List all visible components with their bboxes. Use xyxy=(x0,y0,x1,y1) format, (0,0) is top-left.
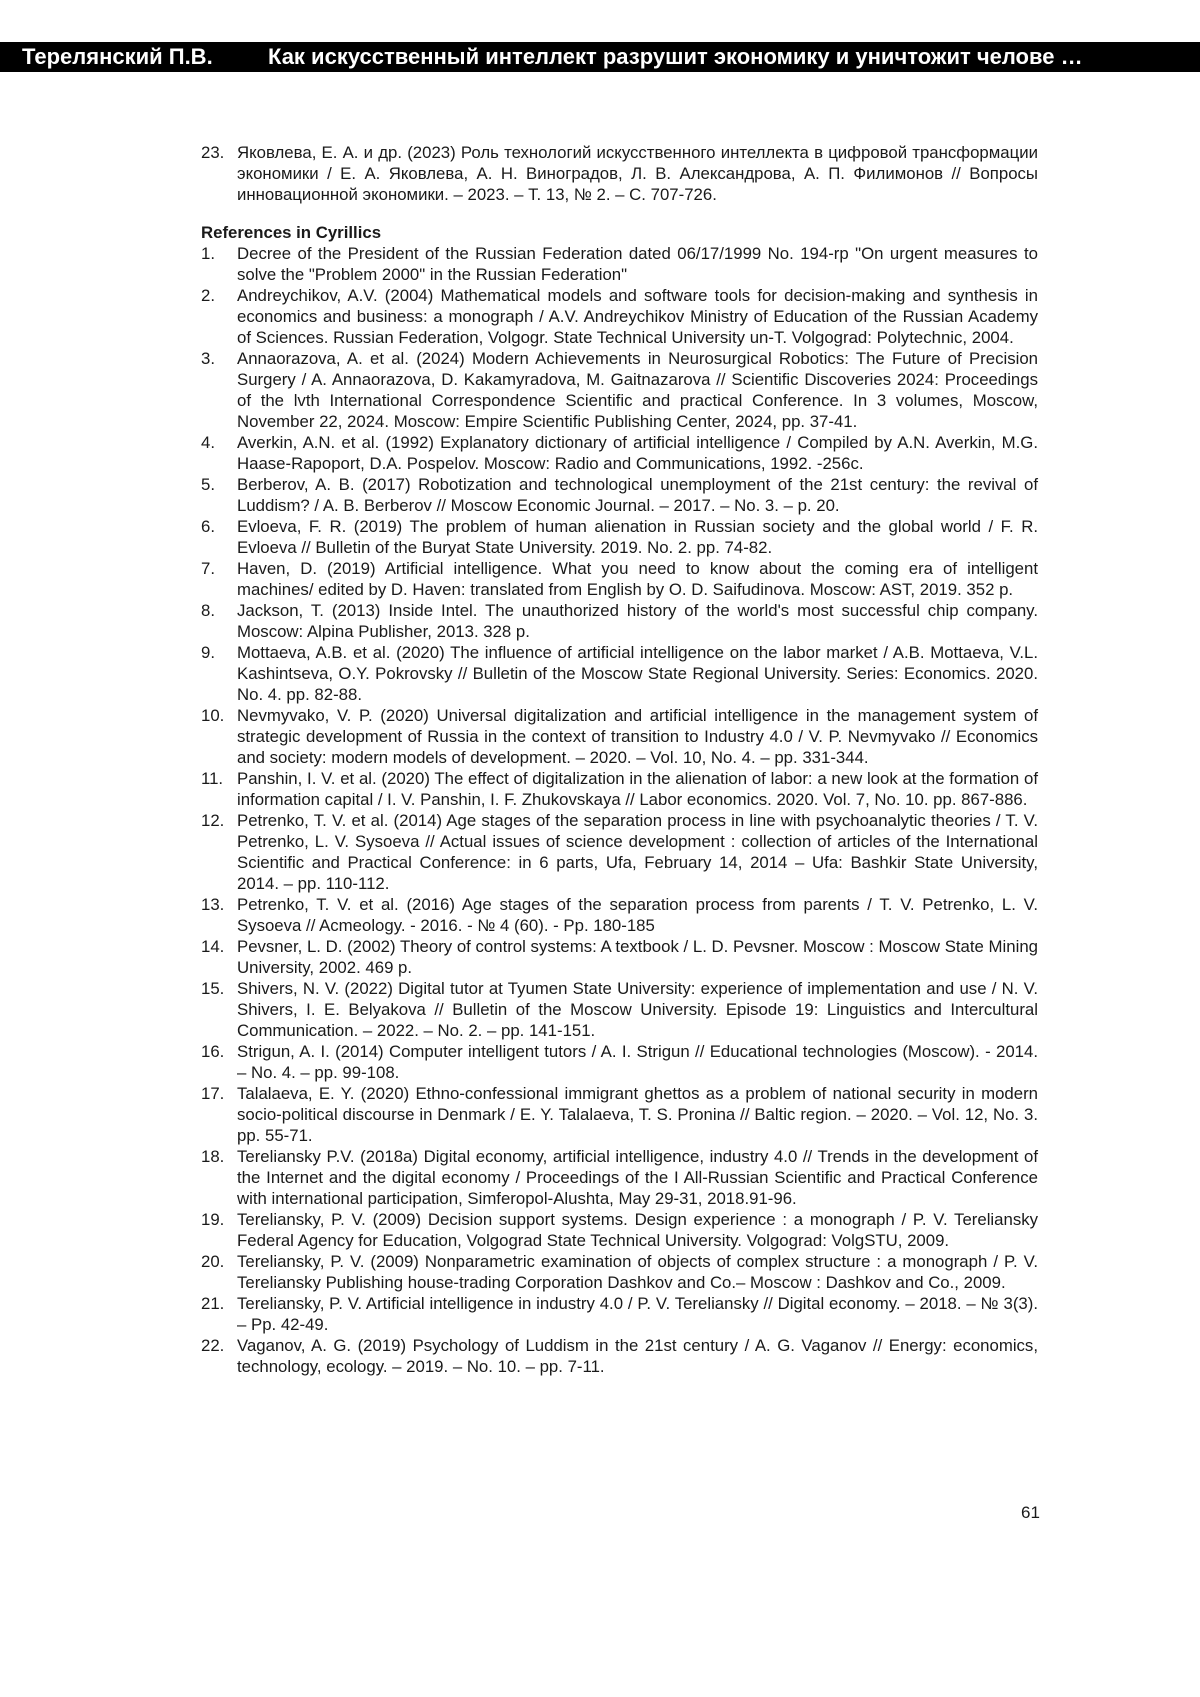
reference-text: Panshin, I. V. et al. (2020) The effect of digitalization in the alienation of labor: a new look at the formation of information capital / I. V. Panshin, I. F. Zhukovskaya // Labor economics. 2020. Vol. 7, No. 10. pp. 867-886. xyxy=(237,769,1038,809)
page-number: 61 xyxy=(1021,1503,1040,1522)
reference-number: 5. xyxy=(201,475,215,494)
references-content xyxy=(201,142,1038,1377)
reference-item xyxy=(201,142,1038,205)
reference-text: Nevmyvako, V. P. (2020) Universal digitalization and artificial intelligence in the management system of strategic development of Russia in the context of transition to Industry 4.0 / V. P. Nevmyvako // Economics and society: modern models of development. – 2020. – Vol. 10, No. 4. – pp. 331-344. xyxy=(237,706,1038,767)
reference-text: Tereliansky, P. V. Artificial intelligence in industry 4.0 / P. V. Tereliansky // Digital economy. – 2018. – № 3(3). – Pp. 42-49. xyxy=(237,1294,1038,1334)
reference-number: 4. xyxy=(201,433,215,452)
reference-text: Evloeva, F. R. (2019) The problem of human alienation in Russian society and the global world / F. R. Evloeva // Bulletin of the Buryat State University. 2019. No. 2. pp. 74-82. xyxy=(237,517,1038,557)
reference-item xyxy=(201,1041,1038,1083)
reference-item xyxy=(201,936,1038,978)
reference-number: 19. xyxy=(201,1210,225,1229)
reference-item xyxy=(201,516,1038,558)
reference-text: Annaorazova, A. et al. (2024) Modern Achievements in Neurosurgical Robotics: The Future of Precision Surgery / A. Annaorazova, D. Kakamyradova, M. Gaitnazarova // Scientific Discoveries 2024: Proceedings of the lvth International Correspondence Scientific and practical Conference. In 3 volumes, Moscow, November 22, 2024. Moscow: Empire Scientific Publishing Center, 2024, pp. 37-41. xyxy=(237,349,1038,431)
reference-item xyxy=(201,432,1038,474)
reference-text: Tereliansky, P. V. (2009) Nonparametric examination of objects of complex structure : a monograph / P. V. Tereliansky Publishing house-trading Corporation Dashkov and Co.– Moscow : Dashkov and Co., 2009. xyxy=(237,1252,1038,1292)
reference-number: 6. xyxy=(201,517,215,536)
reference-item xyxy=(201,474,1038,516)
reference-text: Pevsner, L. D. (2002) Theory of control systems: A textbook / L. D. Pevsner. Moscow : Moscow State Mining University, 2002. 469 p. xyxy=(237,937,1038,977)
reference-text: Berberov, A. B. (2017) Robotization and technological unemployment of the 21st century: the revival of Luddism? / A. B. Berberov // Moscow Economic Journal. – 2017. – No. 3. – p. 20. xyxy=(237,475,1038,515)
reference-item xyxy=(201,1251,1038,1293)
reference-text: Averkin, A.N. et al. (1992) Explanatory dictionary of artificial intelligence / Compiled by A.N. Averkin, M.G. Haase-Rapoport, D.A. Pospelov. Moscow: Radio and Communications, 1992. -256c. xyxy=(237,433,1038,473)
reference-number: 14. xyxy=(201,937,225,956)
reference-text: Strigun, A. I. (2014) Computer intelligent tutors / A. I. Strigun // Educational technologies (Moscow). - 2014. – No. 4. – pp. 99-108. xyxy=(237,1042,1038,1082)
reference-number: 10. xyxy=(201,706,225,725)
reference-text: Shivers, N. V. (2022) Digital tutor at Tyumen State University: experience of implementation and use / N. V. Shivers, I. E. Belyakova // Bulletin of the Moscow University. Episode 19: Linguistics and Intercultural Communication. – 2022. – No. 2. – pp. 141-151. xyxy=(237,979,1038,1040)
reference-text: Jackson, T. (2013) Inside Intel. The unauthorized history of the world's most successful chip company. Moscow: Alpina Publisher, 2013. 328 p. xyxy=(237,601,1038,641)
reference-item xyxy=(201,348,1038,432)
reference-text: Talalaeva, E. Y. (2020) Ethno-confessional immigrant ghettos as a problem of national security in modern socio-political discourse in Denmark / E. Y. Talalaeva, T. S. Pronina // Baltic region. – 2020. – Vol. 12, No. 3. pp. 55-71. xyxy=(237,1084,1038,1145)
reference-text: Andreychikov, A.V. (2004) Mathematical models and software tools for decision-making and synthesis in economics and business: a monograph / A.V. Andreychikov Ministry of Education of the Russian Academy of Sciences. Russian Federation, Volgogr. State Technical University un-T. Volgograd: Polytechnic, 2004. xyxy=(237,286,1038,347)
reference-item xyxy=(201,1146,1038,1209)
reference-number: 7. xyxy=(201,559,215,578)
reference-number: 8. xyxy=(201,601,215,620)
reference-number: 15. xyxy=(201,979,225,998)
reference-item xyxy=(201,600,1038,642)
reference-number: 18. xyxy=(201,1147,225,1166)
reference-item xyxy=(201,558,1038,600)
reference-number: 16. xyxy=(201,1042,225,1061)
reference-item xyxy=(201,894,1038,936)
reference-item xyxy=(201,1083,1038,1146)
reference-number: 2. xyxy=(201,286,215,305)
reference-list xyxy=(201,243,1038,1377)
reference-item xyxy=(201,978,1038,1041)
header-title: Как искусственный интеллект разрушит экономику и уничтожит челове … xyxy=(268,44,1083,69)
reference-item xyxy=(201,1335,1038,1377)
reference-item xyxy=(201,810,1038,894)
reference-text: Haven, D. (2019) Artificial intelligence. What you need to know about the coming era of intelligent machines/ edited by D. Haven: translated from English by O. D. Saifudinova. Moscow: AST, 2019. 352 p. xyxy=(237,559,1038,599)
reference-text: Petrenko, T. V. et al. (2016) Age stages of the separation process from parents / T. V. Petrenko, L. V. Sysoeva // Acmeology. - 2016. - № 4 (60). - Pp. 180-185 xyxy=(237,895,1038,935)
reference-text: Petrenko, T. V. et al. (2014) Age stages of the separation process in line with psychoanalytic theories / T. V. Petrenko, L. V. Sysoeva // Actual issues of science development : collection of articles of the International Scientific and Practical Conference: in 6 parts, Ufa, February 14, 2014 – Ufa: Bashkir State University, 2014. – pp. 110-112. xyxy=(237,811,1038,893)
reference-number: 9. xyxy=(201,643,215,662)
reference-number: 13. xyxy=(201,895,225,914)
reference-number: 1. xyxy=(201,244,215,263)
reference-text: Tereliansky, P. V. (2009) Decision support systems. Design experience : a monograph / P. V. Tereliansky Federal Agency for Education, Volgograd State Technical University. Volgograd: VolgSTU, 2009. xyxy=(237,1210,1038,1250)
reference-text: Decree of the President of the Russian Federation dated 06/17/1999 No. 194-rp "On urgent measures to solve the "Problem 2000" in the Russian Federation" xyxy=(237,244,1038,284)
reference-item xyxy=(201,642,1038,705)
reference-item xyxy=(201,1209,1038,1251)
reference-number: 17. xyxy=(201,1084,225,1103)
header-author: Терелянский П.В. xyxy=(22,44,213,69)
reference-text: Mottaeva, A.B. et al. (2020) The influence of artificial intelligence on the labor market / A.B. Mottaeva, V.L. Kashintseva, O.Y. Pokrovsky // Bulletin of the Moscow State Regional University. Series: Economics. 2020. No. 4. pp. 82-88. xyxy=(237,643,1038,704)
reference-item xyxy=(201,285,1038,348)
reference-number: 20. xyxy=(201,1252,225,1271)
reference-item xyxy=(201,768,1038,810)
reference-text: Яковлева, Е. А. и др. (2023) Роль технологий искусственного интеллекта в цифровой трансформации экономики / Е. А. Яковлева, А. Н. Виноградов, Л. В. Александрова, А. П. Филимонов // Вопросы инновационной экономики. – 2023. – Т. 13, № 2. – С. 707-726. xyxy=(237,143,1038,204)
reference-number: 23. xyxy=(201,143,225,162)
reference-number: 21. xyxy=(201,1294,225,1313)
reference-number: 22. xyxy=(201,1336,225,1355)
reference-item xyxy=(201,1293,1038,1335)
section-title: References in Cyrillics xyxy=(201,223,382,242)
reference-item xyxy=(201,243,1038,285)
running-header xyxy=(0,42,1200,72)
reference-item xyxy=(201,705,1038,768)
reference-text: Vaganov, A. G. (2019) Psychology of Luddism in the 21st century / A. G. Vaganov // Energy: economics, technology, ecology. – 2019. – No. 10. – pp. 7-11. xyxy=(237,1336,1038,1376)
reference-number: 11. xyxy=(201,769,224,788)
reference-number: 3. xyxy=(201,349,215,368)
reference-text: Tereliansky P.V. (2018a) Digital economy, artificial intelligence, industry 4.0 // Trends in the development of the Internet and the digital economy / Proceedings of the I All-Russian Scientific and Practical Conference with international participation, Simferopol-Alushta, May 29-31, 2018.91-96. xyxy=(237,1147,1038,1208)
reference-number: 12. xyxy=(201,811,225,830)
